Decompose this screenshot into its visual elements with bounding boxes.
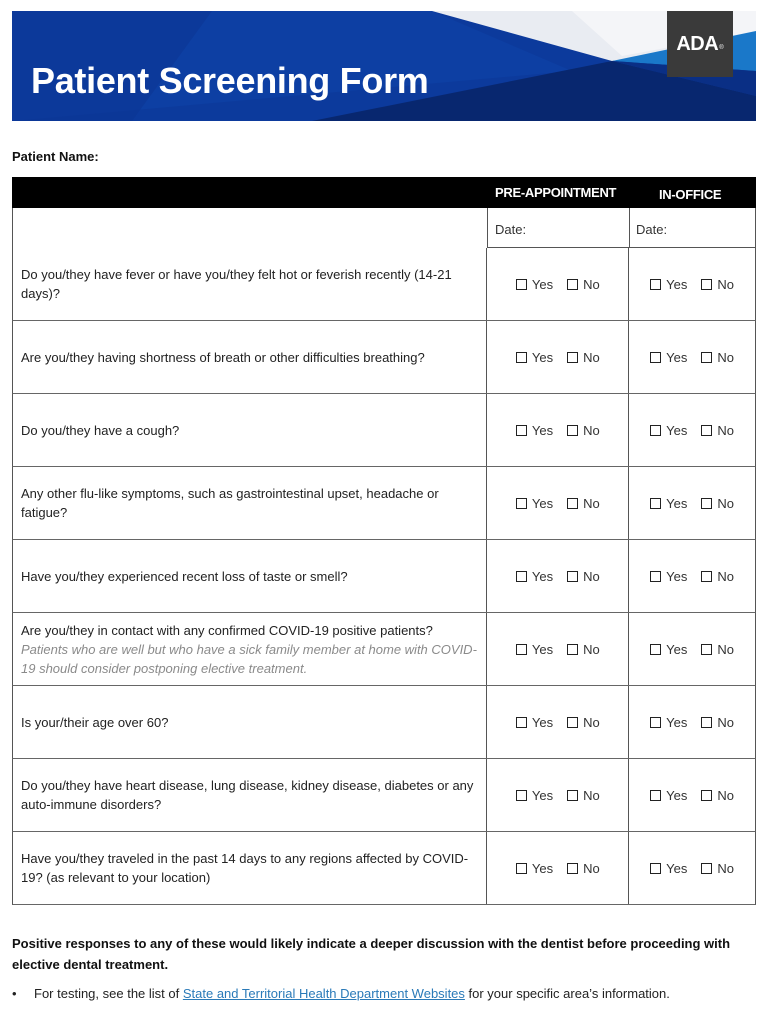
question-note: Patients who are well but who have a sick family member at home with COVID-19 should consider postponing elective treatment.	[21, 641, 477, 676]
pre-appointment-yes-option[interactable]	[516, 861, 553, 876]
in-office-answer-cell	[628, 759, 755, 831]
in-office-answer-cell	[628, 394, 755, 466]
pre-appointment-no-option[interactable]	[567, 277, 600, 292]
checkbox-icon[interactable]	[701, 425, 712, 436]
no-label: No	[717, 641, 735, 657]
no-label: No	[583, 860, 600, 876]
logo-text: ADA	[676, 32, 719, 55]
ada-logo	[667, 11, 733, 77]
pre-appointment-date-field[interactable]	[487, 208, 630, 248]
pre-appointment-answer-cell	[486, 467, 628, 539]
question-row	[12, 394, 756, 467]
in-office-yes-option[interactable]	[650, 350, 687, 365]
question-row	[12, 613, 756, 686]
in-office-yes-option[interactable]	[650, 642, 687, 657]
pre-appointment-no-option[interactable]	[567, 350, 600, 365]
checkbox-icon[interactable]	[650, 717, 661, 728]
pre-appointment-answer-cell	[486, 540, 628, 612]
question-cell	[13, 248, 486, 320]
checkbox-icon[interactable]	[567, 644, 578, 655]
yes-label: Yes	[531, 860, 554, 876]
in-office-yes-option[interactable]	[650, 861, 687, 876]
checkbox-icon[interactable]	[516, 571, 527, 582]
in-office-yes-option[interactable]	[650, 715, 687, 730]
column-header-pre-appointment: PRE-APPOINTMENT	[495, 185, 617, 200]
pre-appointment-answer-cell	[486, 394, 628, 466]
in-office-no-option[interactable]	[701, 642, 734, 657]
pre-appointment-answer-cell	[486, 613, 628, 685]
checkbox-icon[interactable]	[567, 425, 578, 436]
checkbox-icon[interactable]	[567, 571, 578, 582]
yes-label: Yes	[531, 641, 554, 657]
question-text: Is your/their age over 60?	[21, 714, 169, 730]
no-label: No	[583, 349, 600, 365]
pre-appointment-no-option[interactable]	[567, 496, 600, 511]
checkbox-icon[interactable]	[516, 863, 527, 874]
column-header-in-office: IN-OFFICE	[659, 187, 722, 202]
no-label: No	[583, 787, 600, 803]
pre-appointment-yes-option[interactable]	[516, 277, 553, 292]
question-row	[12, 540, 756, 613]
testing-bullet	[12, 986, 670, 1001]
pre-appointment-answer-cell	[486, 832, 628, 904]
no-label: No	[717, 422, 735, 438]
question-cell	[13, 832, 486, 904]
question-row	[12, 832, 756, 905]
question-cell	[13, 321, 486, 393]
in-office-answer-cell	[628, 613, 755, 685]
in-office-yes-option[interactable]	[650, 496, 687, 511]
yes-label: Yes	[666, 787, 688, 803]
checkbox-icon[interactable]	[567, 498, 578, 509]
footer-statement: Positive responses to any of these would likely indicate a deeper discussion with the dentist before proceeding with elective dental treatment.	[12, 936, 731, 972]
yes-label: Yes	[531, 276, 554, 292]
checkbox-icon[interactable]	[567, 863, 578, 874]
in-office-no-option[interactable]	[701, 350, 734, 365]
question-cell	[13, 613, 486, 685]
checkbox-icon[interactable]	[650, 425, 661, 436]
date-label: Date:	[636, 222, 668, 237]
in-office-no-option[interactable]	[701, 715, 734, 730]
in-office-no-option[interactable]	[701, 277, 734, 292]
pre-appointment-yes-option[interactable]	[516, 350, 553, 365]
checkbox-icon[interactable]	[567, 279, 578, 290]
in-office-no-option[interactable]	[701, 788, 734, 803]
no-label: No	[717, 495, 735, 511]
pre-appointment-yes-option[interactable]	[516, 569, 553, 584]
no-label: No	[717, 714, 735, 730]
yes-label: Yes	[531, 422, 554, 438]
question-cell	[13, 540, 486, 612]
no-label: No	[717, 568, 735, 584]
header-banner	[12, 11, 756, 121]
checkbox-icon[interactable]	[650, 352, 661, 363]
in-office-answer-cell	[628, 686, 755, 758]
in-office-no-option[interactable]	[701, 423, 734, 438]
pre-appointment-yes-option[interactable]	[516, 423, 553, 438]
checkbox-icon[interactable]	[567, 352, 578, 363]
checkbox-icon[interactable]	[701, 644, 712, 655]
checkbox-icon[interactable]	[701, 498, 712, 509]
no-label: No	[583, 641, 600, 657]
in-office-answer-cell	[628, 248, 755, 320]
pre-appointment-yes-option[interactable]	[516, 715, 553, 730]
in-office-no-option[interactable]	[701, 569, 734, 584]
pre-appointment-yes-option[interactable]	[516, 642, 553, 657]
checkbox-icon[interactable]	[650, 863, 661, 874]
pre-appointment-no-option[interactable]	[567, 715, 600, 730]
yes-label: Yes	[666, 568, 688, 584]
pre-appointment-answer-cell	[486, 759, 628, 831]
yes-label: Yes	[666, 860, 688, 876]
in-office-yes-option[interactable]	[650, 423, 687, 438]
question-text: Do you/they have a cough?	[21, 422, 180, 438]
yes-label: Yes	[531, 787, 554, 803]
question-cell	[13, 759, 486, 831]
checkbox-icon[interactable]	[567, 790, 578, 801]
checkbox-icon[interactable]	[650, 790, 661, 801]
date-row	[12, 208, 756, 248]
no-label: No	[717, 860, 735, 876]
patient-name-label: Patient Name:	[12, 149, 99, 164]
in-office-no-option[interactable]	[701, 861, 734, 876]
question-text: Do you/they have fever or have you/they felt hot or feverish recently (14-21 days)?	[21, 267, 452, 301]
yes-label: Yes	[531, 349, 554, 365]
checkbox-icon[interactable]	[650, 571, 661, 582]
question-row	[12, 321, 756, 394]
pre-appointment-yes-option[interactable]	[516, 788, 553, 803]
no-label: No	[583, 568, 600, 584]
pre-appointment-answer-cell	[486, 248, 628, 320]
pre-appointment-no-option[interactable]	[567, 569, 600, 584]
pre-appointment-no-option[interactable]	[567, 788, 600, 803]
checkbox-icon[interactable]	[516, 425, 527, 436]
checkbox-icon[interactable]	[516, 498, 527, 509]
date-label: Date:	[495, 222, 527, 237]
checkbox-icon[interactable]	[516, 717, 527, 728]
question-cell	[13, 467, 486, 539]
pre-appointment-yes-option[interactable]	[516, 496, 553, 511]
question-row	[12, 467, 756, 540]
pre-appointment-answer-cell	[486, 321, 628, 393]
pre-appointment-answer-cell	[486, 686, 628, 758]
checkbox-icon[interactable]	[516, 790, 527, 801]
yes-label: Yes	[666, 714, 688, 730]
yes-label: Yes	[666, 641, 688, 657]
pre-appointment-no-option[interactable]	[567, 642, 600, 657]
yes-label: Yes	[666, 422, 688, 438]
in-office-answer-cell	[628, 467, 755, 539]
question-text: Have you/they experienced recent loss of taste or smell?	[21, 568, 348, 584]
checkbox-icon[interactable]	[701, 790, 712, 801]
checkbox-icon[interactable]	[516, 352, 527, 363]
yes-label: Yes	[531, 568, 554, 584]
no-label: No	[583, 276, 600, 292]
in-office-no-option[interactable]	[701, 496, 734, 511]
registered-mark: ®	[719, 45, 724, 51]
no-label: No	[717, 787, 735, 803]
checkbox-icon[interactable]	[701, 352, 712, 363]
no-label: No	[717, 349, 735, 365]
question-text: Are you/they in contact with any confirmed COVID-19 positive patients?	[21, 622, 433, 638]
question-text: Have you/they traveled in the past 14 days to any regions affected by COVID-19? (as relevant to your location)	[21, 851, 469, 885]
yes-label: Yes	[531, 495, 554, 511]
in-office-yes-option[interactable]	[650, 788, 687, 803]
question-row	[12, 686, 756, 759]
checkbox-icon[interactable]	[701, 863, 712, 874]
in-office-yes-option[interactable]	[650, 277, 687, 292]
screening-table	[12, 177, 756, 905]
yes-label: Yes	[666, 495, 688, 511]
checkbox-icon[interactable]	[701, 571, 712, 582]
question-cell	[13, 394, 486, 466]
in-office-answer-cell	[628, 321, 755, 393]
in-office-yes-option[interactable]	[650, 569, 687, 584]
yes-label: Yes	[666, 349, 688, 365]
in-office-answer-cell	[628, 540, 755, 612]
pre-appointment-no-option[interactable]	[567, 423, 600, 438]
question-row	[12, 759, 756, 832]
question-row	[12, 248, 756, 321]
yes-label: Yes	[666, 276, 688, 292]
question-text: Do you/they have heart disease, lung disease, kidney disease, diabetes or any auto-immune disorders?	[21, 778, 474, 812]
bullet-prefix: For testing, see the list of	[34, 986, 183, 1001]
bullet-icon: •	[12, 986, 17, 1001]
no-label: No	[583, 495, 600, 511]
yes-label: Yes	[531, 714, 554, 730]
checkbox-icon[interactable]	[650, 498, 661, 509]
checkbox-icon[interactable]	[516, 279, 527, 290]
question-cell	[13, 686, 486, 758]
page-title: Patient Screening Form	[31, 60, 429, 101]
question-text: Any other flu-like symptoms, such as gastrointestinal upset, headache or fatigue?	[21, 486, 439, 520]
no-label: No	[583, 714, 600, 730]
checkbox-icon[interactable]	[650, 279, 661, 290]
no-label: No	[583, 422, 600, 438]
checkbox-icon[interactable]	[516, 644, 527, 655]
table-header	[12, 177, 756, 208]
no-label: No	[717, 276, 735, 292]
in-office-date-field[interactable]	[629, 208, 756, 248]
checkbox-icon[interactable]	[701, 717, 712, 728]
checkbox-icon[interactable]	[650, 644, 661, 655]
checkbox-icon[interactable]	[567, 717, 578, 728]
health-department-link[interactable]: State and Territorial Health Department Websites	[182, 986, 465, 1001]
in-office-answer-cell	[628, 832, 755, 904]
question-text: Are you/they having shortness of breath or other difficulties breathing?	[21, 349, 425, 365]
pre-appointment-no-option[interactable]	[567, 861, 600, 876]
checkbox-icon[interactable]	[701, 279, 712, 290]
bullet-suffix: for your specific area’s information.	[464, 986, 670, 1001]
